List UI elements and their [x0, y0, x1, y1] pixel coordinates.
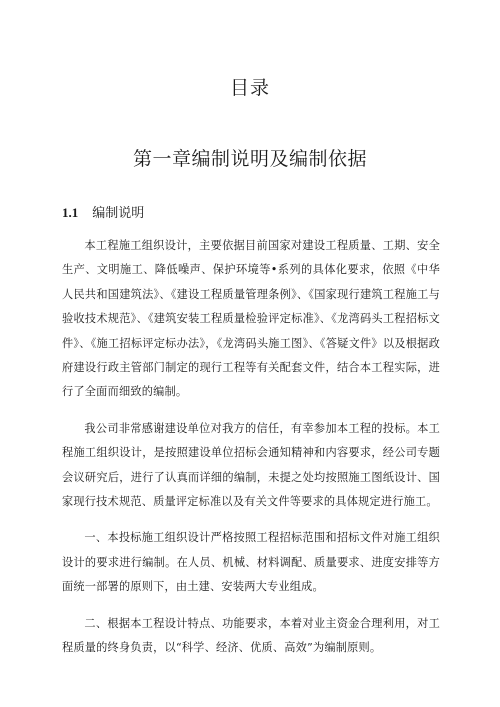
chapter-title: 第一章编制说明及编制依据 [132, 148, 367, 170]
section-title: 编制说明 [92, 206, 145, 221]
section-number: 1.1 [62, 205, 79, 220]
paragraph-basis: 本工程施工组织设计，主要依据目前国家对建设工程质量、工期、安全生产、文明施工、降低噪声、保护环境等•系列的具体化要求，依照《中华人民共和国建筑法》、《建设工程质量管理条例》、《国家现行建筑工程施工与验收技术规范》、《建筑安装工程质量检验评定标准》、《龙湾码头工程招标文件》、《施工招标评定标办法》，《龙湾码头施工图》、《答疑文件》以及根据政府建设行政主管部门制定的现行工程等有关配套文件，结合本工程实际，进行了全面而细致的编制。 [62, 239, 440, 399]
paragraph-thanks: 我公司非常感谢建设单位对我方的信任，有幸参加本工程的投标。本工程施工组织设计，是按照建设单位招标会通知精神和内容要求，经公司专题会议研究后，进行了认真而详细的编制，未提之处均按照施工图纸设计、国家现行技术规范、质量评定标准以及有关文件等要求的具体规定进行施工。 [62, 421, 440, 509]
toc-title: 目录 [229, 77, 270, 99]
body-text [62, 234, 440, 673]
paragraph-item-one: 一、本投标施工组织设计严格按照工程招标范围和招标文件对施工组织设计的要求进行编制。在人员、机械、材料调配、质量要求、进度安排等方面统一部署的原则下，由土建、安装两大专业组成。 [62, 531, 440, 594]
section-heading [62, 202, 144, 221]
paragraph-item-two: 二、根据本工程设计特点、功能要求，本着对业主资金合理利用，对工程质量的终身负责，以“科学、经济、优质、高效”为编制原则。 [62, 616, 440, 655]
